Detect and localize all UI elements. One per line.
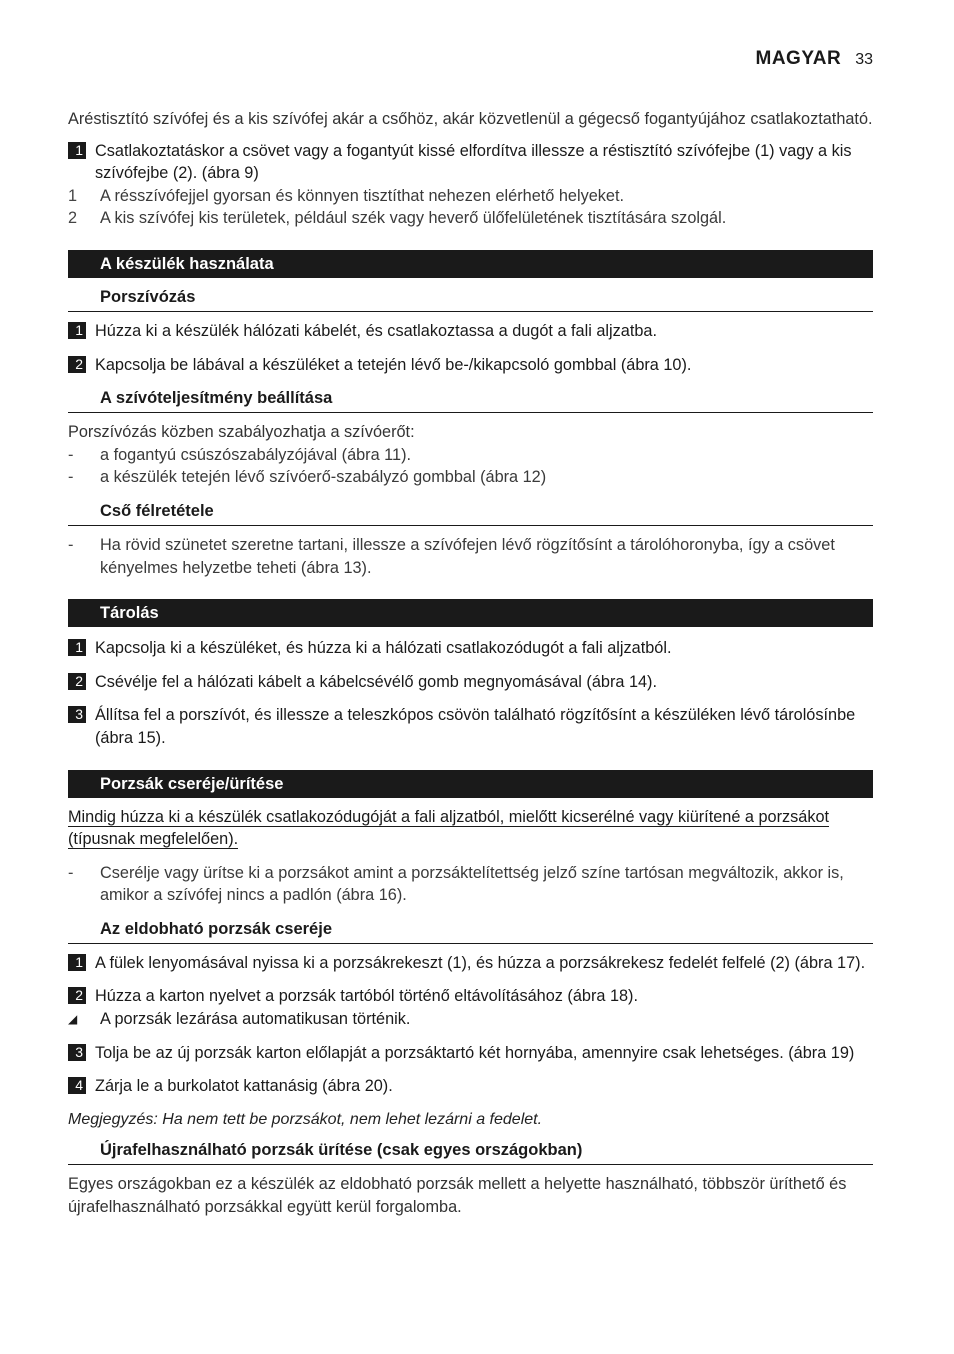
result-arrow-icon: ◢	[68, 1012, 78, 1027]
attach-note-1: 1 A résszívófejjel gyorsan és könnyen tisztíthat nehezen elérhető helyeket.	[68, 186, 625, 205]
bags-warning: Mindig húzza ki a készülék csatlakozódugóját a fali aljzatból, mielőtt kicserélné vagy kiürítené a porzsákot (típusnak megfelelően).	[68, 807, 830, 849]
section-usage: A készülék használata	[68, 250, 873, 278]
storage-step-2: 2 Csévélje fel a hálózati kábelt a kábelcsévélő gomb megnyomásával (ábra 14).	[68, 671, 873, 694]
subhead-reusable: Újrafelhasználható porzsák ürítése (csak egyes országokban)	[68, 1139, 873, 1165]
attach-step-1	[68, 140, 873, 185]
section-bags: Porzsák cseréje/ürítése	[68, 770, 873, 798]
suction-intro: Porszívózás közben szabályozhatja a szívóerőt:	[68, 423, 415, 442]
parking-item-1: - Ha rövid szünetet szeretne tartani, illessze a szívófejen lévő rögzítősínt a tárolóhoronyba, így a csövet kényelmes helyzetbe teheti (ábra 13).	[68, 535, 835, 577]
suction-item-1: - a fogantyú csúszószabályzójával (ábra 11).	[68, 445, 412, 464]
step-text: Csatlakoztatáskor a csövet vagy a fogantyút kissé elfordítva illessze a réstisztító szívófejbe (1) vagy a kis szívófejbe (2). (ábra 9)	[95, 141, 852, 183]
disposable-step-3: 3 Tolja be az új porzsák karton előlapját a porzsáktartó két hornyába, amennyire csak lehetséges. (ábra 19)	[68, 1042, 873, 1065]
bags-item-1: - Cserélje vagy ürítse ki a porzsákot amint a porzsáktelítettség jelző színe tartósan megváltozik, akkor is, amikor a szívófej nincs a padlón (ábra 16).	[68, 863, 844, 905]
subhead-suction: A szívóteljesítmény beállítása	[68, 387, 873, 413]
step-number: 1	[68, 142, 86, 159]
page-header	[756, 48, 874, 70]
reusable-text: Egyes országokban ez a készülék az eldobható porzsák mellett a helyette használható, többször üríthető és újrafelhasználható porzsákkal együtt kerül forgalomba.	[68, 1175, 847, 1217]
subhead-disposable: Az eldobható porzsák cseréje	[68, 918, 873, 944]
disposable-step-1: 1 A fülek lenyomásával nyissa ki a porzsákrekeszt (1), és húzza a porzsákrekesz fedelét felfelé (2) (ábra 17).	[68, 952, 873, 975]
language-label: MAGYAR	[755, 48, 842, 69]
section-storage: Tárolás	[68, 599, 873, 627]
intro-paragraph: Aréstisztító szívófej és a kis szívófej akár a csőhöz, akár közvetlenül a gégecső fogantyújához csatlakoztatható.	[68, 110, 873, 128]
storage-step-3: 3 Állítsa fel a porszívót, és illessze a teleszkópos csövön található rögzítősínt a készüléken lévő tárolósínbe (ábra 15).	[68, 704, 873, 749]
storage-step-1: 1 Kapcsolja ki a készüléket, és húzza ki a hálózati csatlakozódugót a fali aljzatból.	[68, 637, 873, 660]
subhead-parking: Cső félretétele	[68, 500, 873, 526]
vacuum-step-1: 1 Húzza ki a készülék hálózati kábelét, és csatlakoztassa a dugót a fali aljzatba.	[68, 320, 873, 343]
attach-note-2: 2 A kis szívófej kis területek, például szék vagy heverő ülőfelületének tisztítására szolgál.	[68, 209, 727, 228]
disposable-result: ◢ A porzsák lezárása automatikusan történik.	[68, 1008, 873, 1031]
disposable-note: Megjegyzés: Ha nem tett be porzsákot, nem lehet lezárni a fedelet.	[68, 1110, 543, 1128]
disposable-step-4: 4 Zárja le a burkolatot kattanásig (ábra 20).	[68, 1075, 873, 1098]
page-number: 33	[855, 51, 873, 68]
suction-item-2: - a készülék tetején lévő szívóerő-szabályzó gombbal (ábra 12)	[68, 468, 547, 487]
content	[68, 108, 873, 1219]
subhead-vacuuming: Porszívózás	[68, 286, 873, 312]
disposable-step-2: 2 Húzza a karton nyelvet a porzsák tartóból történő eltávolításához (ábra 18).	[68, 985, 873, 1008]
vacuum-step-2: 2 Kapcsolja be lábával a készüléket a tetején lévő be-/kikapcsoló gombbal (ábra 10).	[68, 354, 873, 377]
